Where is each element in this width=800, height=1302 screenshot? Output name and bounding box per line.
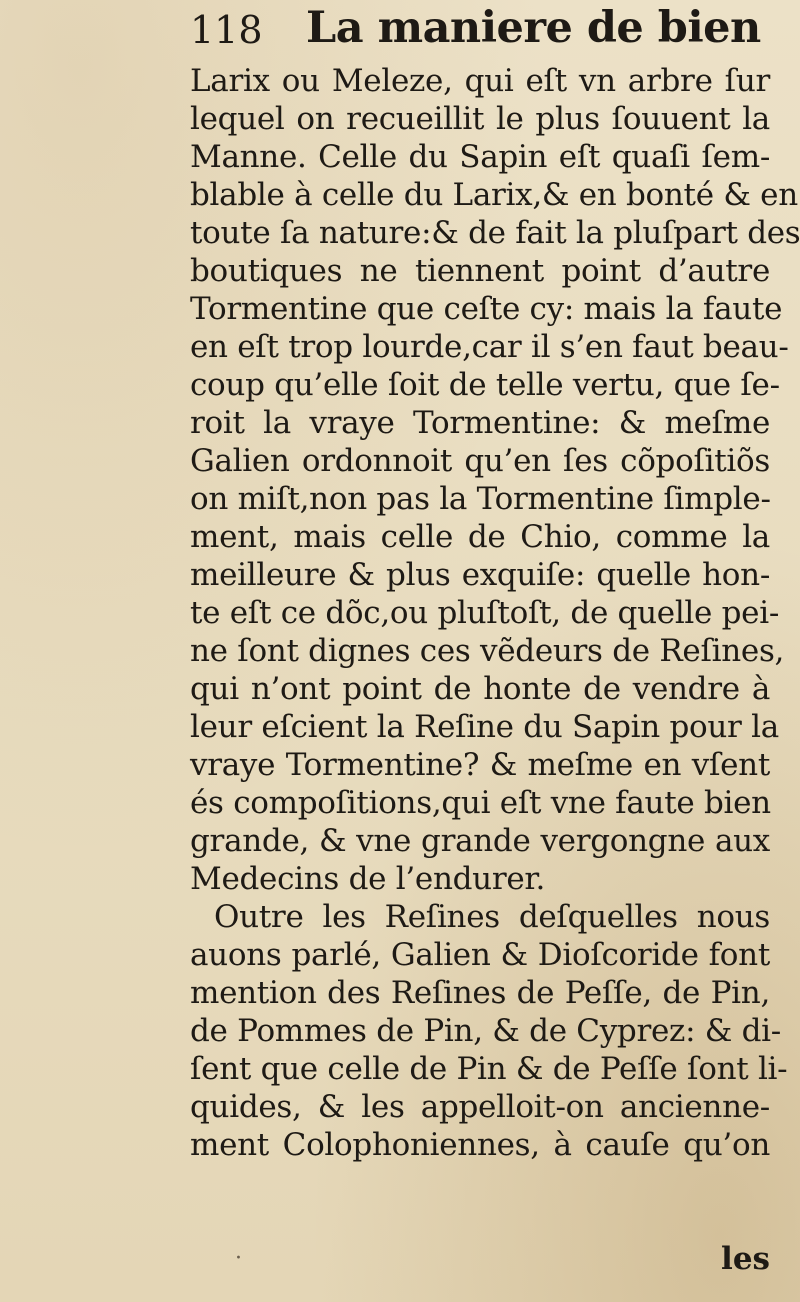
text-line: qui n’ont point de honte de vendre à xyxy=(190,671,770,707)
catchword: les xyxy=(721,1241,770,1277)
text-line: Medecins de l’endurer. xyxy=(190,861,546,897)
text-line: Larix ou Meleze, qui eſt vn arbre ſur xyxy=(190,63,770,99)
text-line: en eſt trop lourde,car il s’en faut beau- xyxy=(190,329,789,365)
text-line: blable à celle du Larix,& en bonté & en xyxy=(190,177,798,213)
page-header xyxy=(190,2,761,58)
text-line: vraye Tormentine? & meſme en vſent xyxy=(190,747,770,783)
text-line: lequel on recueillit le plus ſouuent la xyxy=(190,101,770,137)
text-line: grande, & vne grande vergongne aux xyxy=(190,823,770,859)
text-line: Galien ordonnoit qu’en ſes cõpoſitiõs xyxy=(190,443,770,479)
text-line: de Pommes de Pin, & de Cyprez: & di- xyxy=(190,1013,781,1049)
text-line: roit la vraye Tormentine: & meſme xyxy=(190,405,770,441)
text-line: Manne. Celle du Sapin eſt quaſi ſem- xyxy=(190,139,770,175)
text-line: leur eſcient la Reſine du Sapin pour la xyxy=(190,709,779,745)
text-line: Outre les Reſines deſquelles nous xyxy=(214,899,770,935)
text-line: te eſt ce dõc,ou pluſtoſt, de quelle pei- xyxy=(190,595,780,631)
text-line: és compoſitions,qui eſt vne faute bien xyxy=(190,785,771,821)
text-line: meilleure & plus exquiſe: quelle hon- xyxy=(190,557,770,593)
text-line: on miſt,non pas la Tormentine ſimple- xyxy=(190,481,771,517)
running-head: La maniere de bien xyxy=(306,3,761,53)
ink-speck: · xyxy=(235,1246,242,1271)
text-line: ſent que celle de Pin & de Peſſe ſont li- xyxy=(190,1051,788,1087)
text-line: auons parlé, Galien & Dioſcoride font xyxy=(190,937,770,973)
body-text xyxy=(190,62,800,1164)
text-line: coup qu’elle ſoit de telle vertu, que ſe- xyxy=(190,367,780,403)
text-line: quides, & les appelloit-on ancienne- xyxy=(190,1089,770,1125)
text-line: ment Colophoniennes, à cauſe qu’on xyxy=(190,1127,770,1163)
text-line: ment, mais celle de Chio, comme la xyxy=(190,519,770,555)
page-number: 118 xyxy=(190,8,263,52)
text-line: ne ſont dignes ces vẽdeurs de Reſines, xyxy=(190,633,785,669)
text-line: toute ſa nature:& de fait la pluſpart des xyxy=(190,215,800,251)
text-line: boutiques ne tiennent point d’autre xyxy=(190,253,770,289)
text-line: Tormentine que ceſte cy: mais la faute xyxy=(190,291,783,327)
text-line: mention des Reſines de Peſſe, de Pin, xyxy=(190,975,770,1011)
